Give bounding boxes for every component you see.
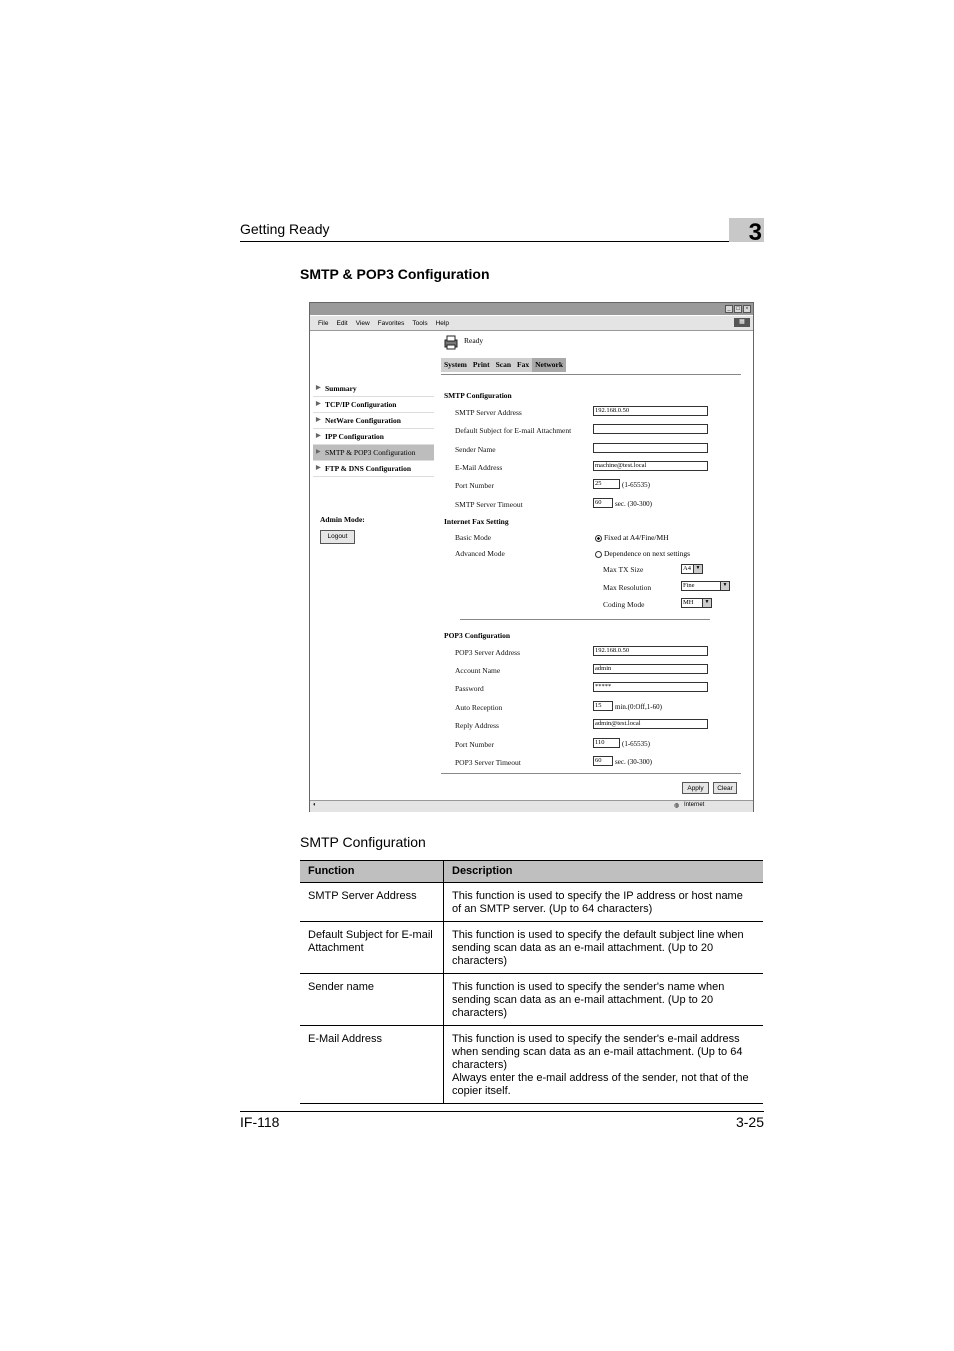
auto-reception-label: Auto Reception	[455, 703, 503, 712]
logout-button[interactable]: Logout	[320, 530, 355, 544]
arrow-right-icon: ▶	[316, 417, 321, 423]
menu-bar	[310, 316, 753, 331]
smtp-timeout-note: sec. (30-300)	[615, 500, 652, 508]
tab-print[interactable]: Print	[472, 360, 490, 369]
page-status-icon: ◐	[313, 802, 317, 808]
subject-input[interactable]	[593, 424, 708, 434]
advanced-mode-radio[interactable]: Dependence on next settings	[595, 549, 690, 558]
smtp-server-input[interactable]: 192.168.0.50	[593, 406, 708, 416]
table-header-function: Function	[300, 861, 444, 883]
close-icon[interactable]: ×	[743, 305, 751, 313]
smtp-timeout-label: SMTP Server Timeout	[455, 500, 523, 509]
auto-reception-input[interactable]: 15	[593, 701, 613, 711]
description-cell: This function is used to specify the default subject line when sending scan data as an e-mail attachment. (Up to 20 characters)	[444, 922, 764, 974]
smtp-port-label: Port Number	[455, 481, 494, 490]
header-rule	[240, 241, 764, 242]
radio-empty-icon	[595, 551, 602, 558]
tab-divider	[441, 374, 741, 375]
function-cell: SMTP Server Address	[300, 883, 444, 922]
max-resolution-label: Max Resolution	[603, 583, 652, 592]
basic-mode-radio[interactable]: Fixed at A4/Fine/MH	[595, 533, 669, 542]
subject-label: Default Subject for E-mail Attachment	[455, 426, 572, 435]
table-row	[300, 974, 763, 1026]
smtp-heading: SMTP Configuration	[444, 391, 512, 400]
sender-name-input[interactable]	[593, 443, 708, 453]
sidebar-item-ftp-dns[interactable]: ▶ FTP & DNS Configuration	[313, 461, 434, 477]
menu-edit[interactable]: Edit	[336, 319, 348, 327]
menu-view[interactable]: View	[355, 319, 370, 327]
ifax-heading: Internet Fax Setting	[444, 517, 509, 526]
apply-button[interactable]: Apply	[682, 782, 709, 794]
menu-tools[interactable]: Tools	[412, 319, 428, 327]
function-cell: Sender name	[300, 974, 444, 1026]
sidebar-item-netware[interactable]: ▶ NetWare Configuration	[313, 413, 434, 429]
table-row	[300, 1026, 763, 1104]
description-cell: This function is used to specify the sender's name when sending scan data as an e-mail attachment. (Up to 20 characters)	[444, 974, 764, 1026]
pop3-timeout-input[interactable]: 60	[593, 756, 613, 766]
pop3-timeout-label: POP3 Server Timeout	[455, 758, 521, 767]
arrow-right-icon: ▶	[316, 465, 321, 471]
auto-reception-note: min.(0:Off,1-60)	[615, 703, 662, 711]
menu-file[interactable]: File	[318, 319, 329, 327]
form-divider	[441, 773, 741, 774]
page-number: 3-25	[735, 1114, 764, 1130]
section-title: SMTP & POP3 Configuration	[300, 266, 490, 282]
internet-zone-icon: ◍	[674, 803, 680, 809]
menu-favorites[interactable]: Favorites	[377, 319, 405, 327]
tab-system[interactable]: System	[444, 360, 467, 369]
email-label: E-Mail Address	[455, 463, 503, 472]
pop3-heading: POP3 Configuration	[444, 631, 511, 640]
footer-rule	[240, 1111, 764, 1112]
pop3-port-input[interactable]: 110	[593, 738, 620, 748]
browser-logo-icon: ▦	[734, 318, 750, 327]
printer-icon	[443, 334, 459, 350]
reply-address-label: Reply Address	[455, 721, 499, 730]
coding-mode-select[interactable]: MH ▼	[681, 598, 712, 608]
smtp-port-note: (1-65535)	[622, 481, 650, 489]
arrow-right-icon: ▶	[316, 433, 321, 439]
description-cell: This function is used to specify the IP address or host name of an SMTP server. (Up to 64 characters)	[444, 883, 764, 922]
table-row	[300, 883, 763, 922]
pop3-port-label: Port Number	[455, 740, 494, 749]
basic-mode-label: Basic Mode	[455, 533, 492, 542]
minimize-icon[interactable]: _	[725, 305, 733, 313]
sidebar-item-summary[interactable]: ▶ Summary	[313, 381, 434, 397]
sidebar-item-tcpip[interactable]: ▶ TCP/IP Configuration	[313, 397, 434, 413]
max-tx-select[interactable]: A4 ▼	[681, 564, 703, 574]
running-header: Getting Ready	[240, 221, 330, 237]
maximize-icon[interactable]: □	[734, 305, 742, 313]
pop3-server-label: POP3 Server Address	[455, 648, 520, 657]
tab-network[interactable]: Network	[532, 358, 566, 372]
reply-address-input[interactable]: admin@test.local	[593, 719, 708, 729]
internet-zone-label: Internet	[684, 802, 705, 808]
tab-scan[interactable]: Scan	[495, 360, 512, 369]
account-name-label: Account Name	[455, 666, 501, 675]
arrow-right-icon: ▶	[316, 401, 321, 407]
pop3-port-note: (1-65535)	[622, 740, 650, 748]
function-cell: Default Subject for E-mail Attachment	[300, 922, 444, 974]
sender-name-label: Sender Name	[455, 445, 496, 454]
smtp-server-label: SMTP Server Address	[455, 408, 522, 417]
function-table	[300, 860, 763, 1104]
sidebar-nav	[313, 381, 434, 477]
dropdown-arrow-icon: ▼	[720, 582, 729, 590]
max-tx-label: Max TX Size	[603, 565, 644, 574]
tab-fax[interactable]: Fax	[517, 360, 530, 369]
smtp-timeout-input[interactable]: 60	[593, 498, 613, 508]
description-note: Always enter the e-mail address of the sender, not that of the copier itself.	[452, 1072, 749, 1097]
menu-help[interactable]: Help	[435, 319, 449, 327]
arrow-right-icon: ▶	[316, 449, 321, 455]
sidebar-item-smtp-pop3[interactable]: ▶ SMTP & POP3 Configuration	[313, 445, 434, 461]
pop3-timeout-note: sec. (30-300)	[615, 758, 652, 766]
chapter-number: 3	[729, 218, 764, 242]
email-input[interactable]: machine@test.local	[593, 461, 708, 471]
password-input[interactable]: *****	[593, 682, 708, 692]
table-header-description: Description	[444, 861, 764, 883]
dropdown-arrow-icon: ▼	[702, 599, 711, 607]
arrow-right-icon: ▶	[316, 385, 321, 391]
table-row	[300, 922, 763, 974]
window-titlebar	[310, 303, 753, 315]
password-label: Password	[455, 684, 484, 693]
smtp-port-input[interactable]: 25	[593, 479, 620, 489]
max-resolution-select[interactable]: Fine ▼	[681, 581, 730, 591]
pop3-server-input[interactable]: 192.168.0.50	[593, 646, 708, 656]
description-cell: This function is used to specify the sender's e-mail address when sending scan data as an e-mail attachment. (Up to 64 characters) Always enter the e-mail address of the sender, not that of the copier itself.	[444, 1026, 764, 1104]
sidebar-item-ipp[interactable]: ▶ IPP Configuration	[313, 429, 434, 445]
status-text: Ready	[464, 336, 484, 345]
coding-mode-label: Coding Mode	[603, 600, 645, 609]
function-cell: E-Mail Address	[300, 1026, 444, 1104]
tab-bar	[441, 358, 566, 372]
clear-button[interactable]: Clear	[713, 782, 737, 794]
account-name-input[interactable]: admin	[593, 664, 708, 674]
dropdown-arrow-icon: ▼	[693, 565, 702, 573]
footer-model: IF-118	[240, 1114, 280, 1130]
browser-statusbar	[310, 800, 753, 812]
advanced-mode-label: Advanced Mode	[455, 549, 505, 558]
radio-selected-icon	[595, 535, 602, 542]
admin-mode-label: Admin Mode:	[320, 515, 365, 524]
table-caption: SMTP Configuration	[300, 834, 426, 850]
browser-screenshot	[309, 302, 754, 812]
section-divider	[460, 619, 710, 620]
